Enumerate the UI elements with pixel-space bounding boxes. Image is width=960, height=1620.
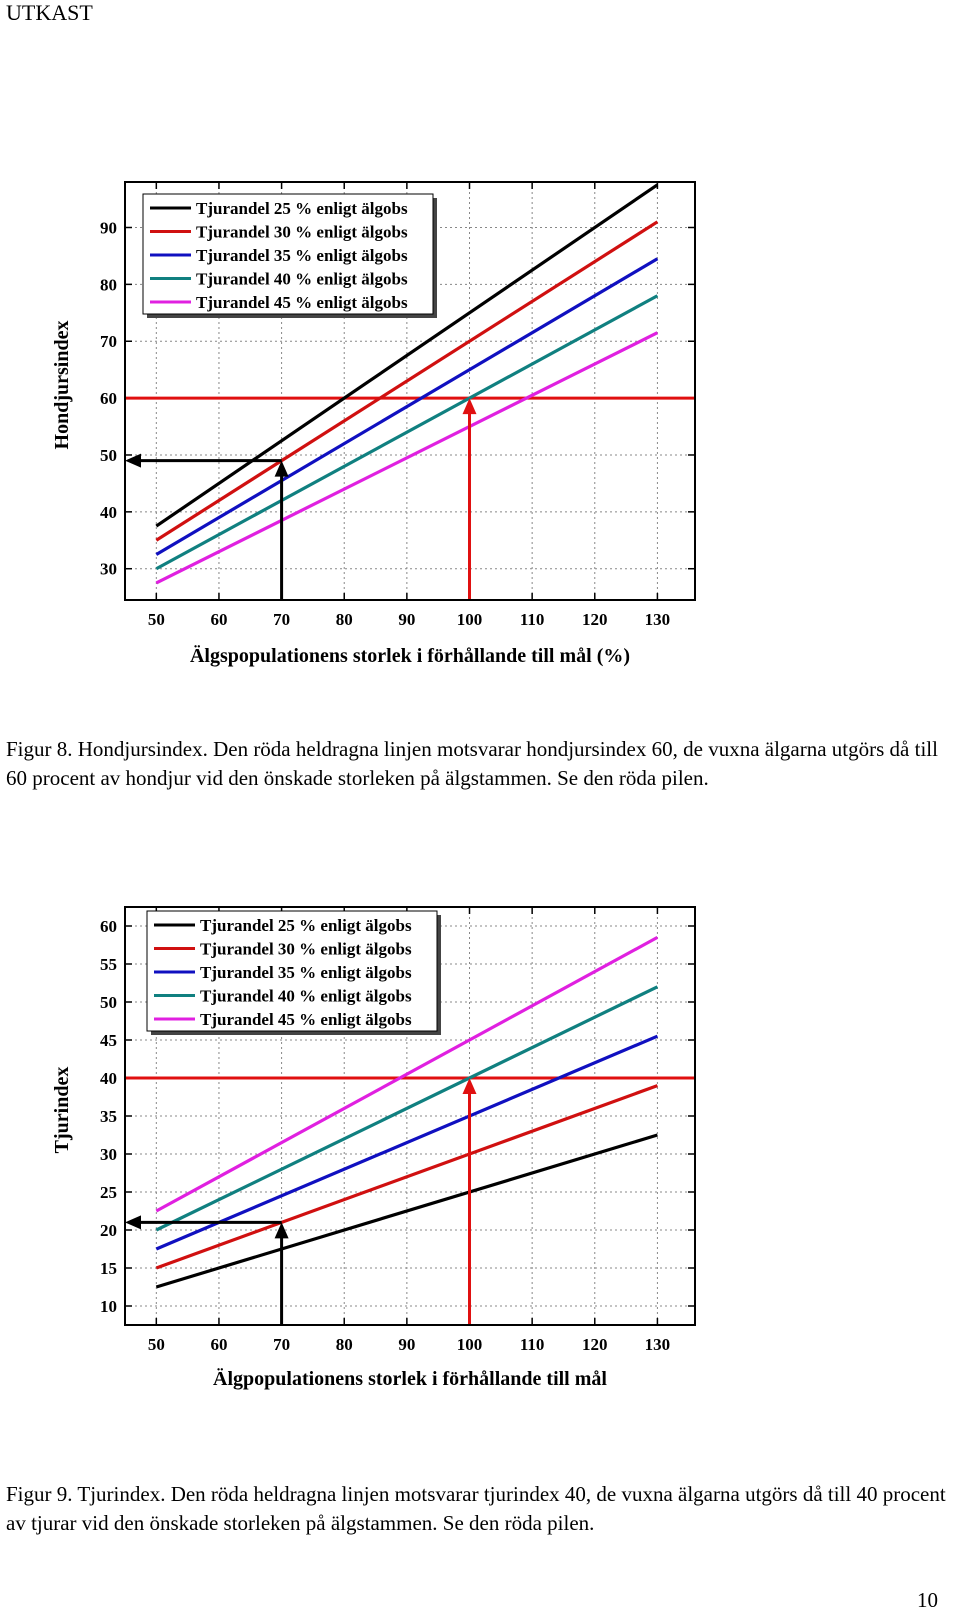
c1-x-tick-label: 60 [210,610,228,629]
c1-y-tick-label: 40 [100,502,117,522]
c1-x-tick-label: 120 [582,610,608,629]
c2-x-tick-label: 110 [519,1335,545,1354]
c2-y-tick-label: 55 [100,955,117,974]
c1-legend-label-1: Tjurandel 25 % enligt älgobs [196,199,408,218]
c2-y-axis-label: Tjurindex [51,1066,73,1154]
c2-x-axis-label: Älgpopulationens storlek i förhållande till mål [213,1368,607,1390]
figure-8-caption: Figur 8. Hondjursindex. Den röda heldragna linjen motsvarar hondjursindex 60, de vuxna älgarna utgörs då till 60 procent av hondjur vid den önskade storleken på älgstammen. Se den röda pilen. [6,737,938,790]
c2-legend-label-3: Tjurandel 35 % enligt älgobs [200,963,412,982]
c1-legend-label-2: Tjurandel 30 % enligt älgobs [196,222,408,242]
c2-y-tick-label: 45 [100,1031,117,1050]
c2-legend-label-2: Tjurandel 30 % enligt älgobs [200,939,412,959]
c2-legend-label-4: Tjurandel 40 % enligt älgobs [200,986,412,1006]
c2-x-tick-label: 50 [147,1335,165,1354]
c2-y-tick-label: 60 [100,917,117,936]
c1-x-tick-label: 110 [519,610,545,629]
c2-arrow-left-head [125,1215,141,1229]
c1-legend-label-5: Tjurandel 45 % enligt älgobs [196,293,408,312]
c1-y-tick-label: 80 [100,275,117,295]
figure-9-caption: Figur 9. Tjurindex. Den röda heldragna linjen motsvarar tjurindex 40, de vuxna älgarna utgörs då till 40 procent av tjurar vid den önskade storleken på älgstammen. Se den röda pilen. [6,1482,946,1535]
c1-x-tick-label: 70 [273,610,291,629]
c2-y-tick-label: 15 [100,1259,117,1278]
c2-legend-label-1: Tjurandel 25 % enligt älgobs [200,916,412,935]
c1-x-tick-label: 80 [335,610,353,629]
c1-x-tick-label: 100 [456,610,483,629]
c1-x-tick-label: 130 [644,610,671,629]
c2-y-tick-label: 35 [100,1107,117,1126]
c1-y-tick-label: 90 [100,218,117,238]
c1-x-axis-label: Älgspopulationens storlek i förhållande till mål (%) [189,645,631,667]
page-number: 10 [917,1588,938,1612]
c1-legend-label-4: Tjurandel 40 % enligt älgobs [196,269,408,289]
c2-y-tick-label: 50 [100,993,117,1012]
c2-y-tick-label: 20 [100,1221,117,1240]
c2-x-tick-label: 90 [398,1335,416,1354]
c1-y-tick-label: 60 [100,389,117,409]
c1-x-tick-label: 50 [147,610,165,629]
c2-x-tick-label: 120 [582,1335,608,1354]
c2-y-tick-label: 40 [100,1069,117,1088]
c2-x-tick-label: 80 [335,1335,353,1354]
c2-y-tick-label: 25 [100,1183,117,1202]
c2-x-tick-label: 60 [210,1335,228,1354]
c1-y-tick-label: 30 [100,559,117,579]
c2-y-tick-label: 10 [100,1297,117,1316]
c2-y-tick-label: 30 [100,1145,117,1164]
c2-x-tick-label: 70 [273,1335,291,1354]
c1-y-tick-label: 70 [100,332,117,352]
c1-x-tick-label: 90 [398,610,416,629]
c2-x-tick-label: 130 [644,1335,671,1354]
draft-header: UTKAST [6,0,93,25]
c2-x-tick-label: 100 [456,1335,483,1354]
c2-legend-label-5: Tjurandel 45 % enligt älgobs [200,1010,412,1029]
c1-legend-label-3: Tjurandel 35 % enligt älgobs [196,246,408,265]
c1-y-axis-label: Hondjursindex [51,320,73,450]
c1-y-tick-label: 50 [100,445,117,465]
